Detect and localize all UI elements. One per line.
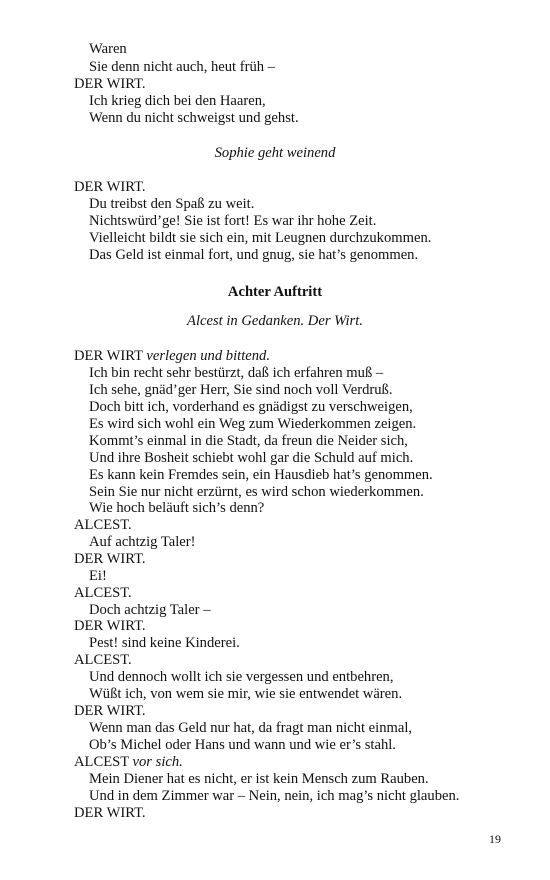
- speaker-label: DER WIRT.: [74, 179, 146, 195]
- verse-line: Das Geld ist einmal fort, und gnug, sie hat’s genommen.: [89, 247, 419, 263]
- speaker-label: [74, 754, 183, 771]
- verse-line: Vielleicht bildt sie sich ein, mit Leugnen durchzukommen.: [89, 230, 432, 246]
- verse-line: Doch bitt ich, vorderhand es gnädigst zu verschweigen,: [89, 399, 413, 415]
- verse-line: Kommt’s einmal in die Stadt, da freun die Neider sich,: [89, 433, 408, 449]
- scene-heading: Achter Auftritt: [227, 284, 323, 300]
- verse-line: Doch achtzig Taler –: [89, 602, 211, 618]
- speaker-label: DER WIRT.: [74, 551, 146, 567]
- speaker-label: DER WIRT.: [74, 703, 146, 719]
- verse-line: Und ihre Bosheit schiebt wohl gar die Schuld auf mich.: [89, 450, 414, 466]
- speaker-label: DER WIRT.: [74, 76, 146, 92]
- verse-line: Es kann kein Fremdes sein, ein Hausdieb hat’s genommen.: [89, 467, 433, 483]
- verse-line: Sein Sie nur nicht erzürnt, es wird schon wiederkommen.: [89, 484, 424, 500]
- verse-line: Es wird sich wohl ein Weg zum Wiederkommen zeigen.: [89, 416, 417, 432]
- verse-line: Pest! sind keine Kinderei.: [89, 635, 240, 651]
- page-number: 19: [489, 832, 501, 846]
- verse-line: Wüßt ich, von wem sie mir, wie sie entwendet wären.: [89, 686, 403, 702]
- scene-cast: Alcest in Gedanken. Der Wirt.: [187, 313, 363, 329]
- verse-line: Nichtswürd’ge! Sie ist fort! Es war ihr hohe Zeit.: [89, 213, 377, 229]
- speaker-name: ALCEST: [74, 754, 129, 770]
- stage-direction: Sophie geht weinend: [214, 145, 336, 161]
- speaker-label: ALCEST.: [74, 585, 132, 601]
- speaker-direction: verlegen und bittend.: [146, 348, 270, 364]
- speaker-name: DER WIRT: [74, 348, 143, 364]
- speaker-label: DER WIRT.: [74, 618, 146, 634]
- verse-line: Wie hoch beläuft sich’s denn?: [89, 500, 265, 516]
- verse-line: Sie denn nicht auch, heut früh –: [89, 59, 276, 75]
- verse-line: Und dennoch wollt ich sie vergessen und entbehren,: [89, 669, 394, 685]
- verse-line: Ich sehe, gnäd’ger Herr, Sie sind noch voll Verdruß.: [89, 382, 393, 398]
- verse-line: Und in dem Zimmer war – Nein, nein, ich mag’s nicht glauben.: [89, 788, 460, 804]
- verse-line: Auf achtzig Taler!: [89, 534, 196, 550]
- verse-line: Wenn du nicht schweigst und gehst.: [89, 110, 299, 126]
- speaker-direction: vor sich.: [132, 754, 183, 770]
- verse-line: Ich bin recht sehr bestürzt, daß ich erfahren muß –: [89, 365, 384, 381]
- speaker-label: DER WIRT.: [74, 805, 146, 821]
- speaker-label: ALCEST.: [74, 652, 132, 668]
- verse-line: Ei!: [89, 568, 107, 584]
- verse-line: Mein Diener hat es nicht, er ist kein Mensch zum Rauben.: [89, 771, 429, 787]
- verse-line: Wenn man das Geld nur hat, da fragt man nicht einmal,: [89, 720, 413, 736]
- verse-line: Ich krieg dich bei den Haaren,: [89, 93, 266, 109]
- verse-line: Waren: [89, 41, 127, 57]
- verse-line: Ob’s Michel oder Hans und wann und wie er’s stahl.: [89, 737, 396, 753]
- speaker-label: [74, 348, 270, 365]
- verse-line: Du treibst den Spaß zu weit.: [89, 196, 255, 212]
- speaker-label: ALCEST.: [74, 517, 132, 533]
